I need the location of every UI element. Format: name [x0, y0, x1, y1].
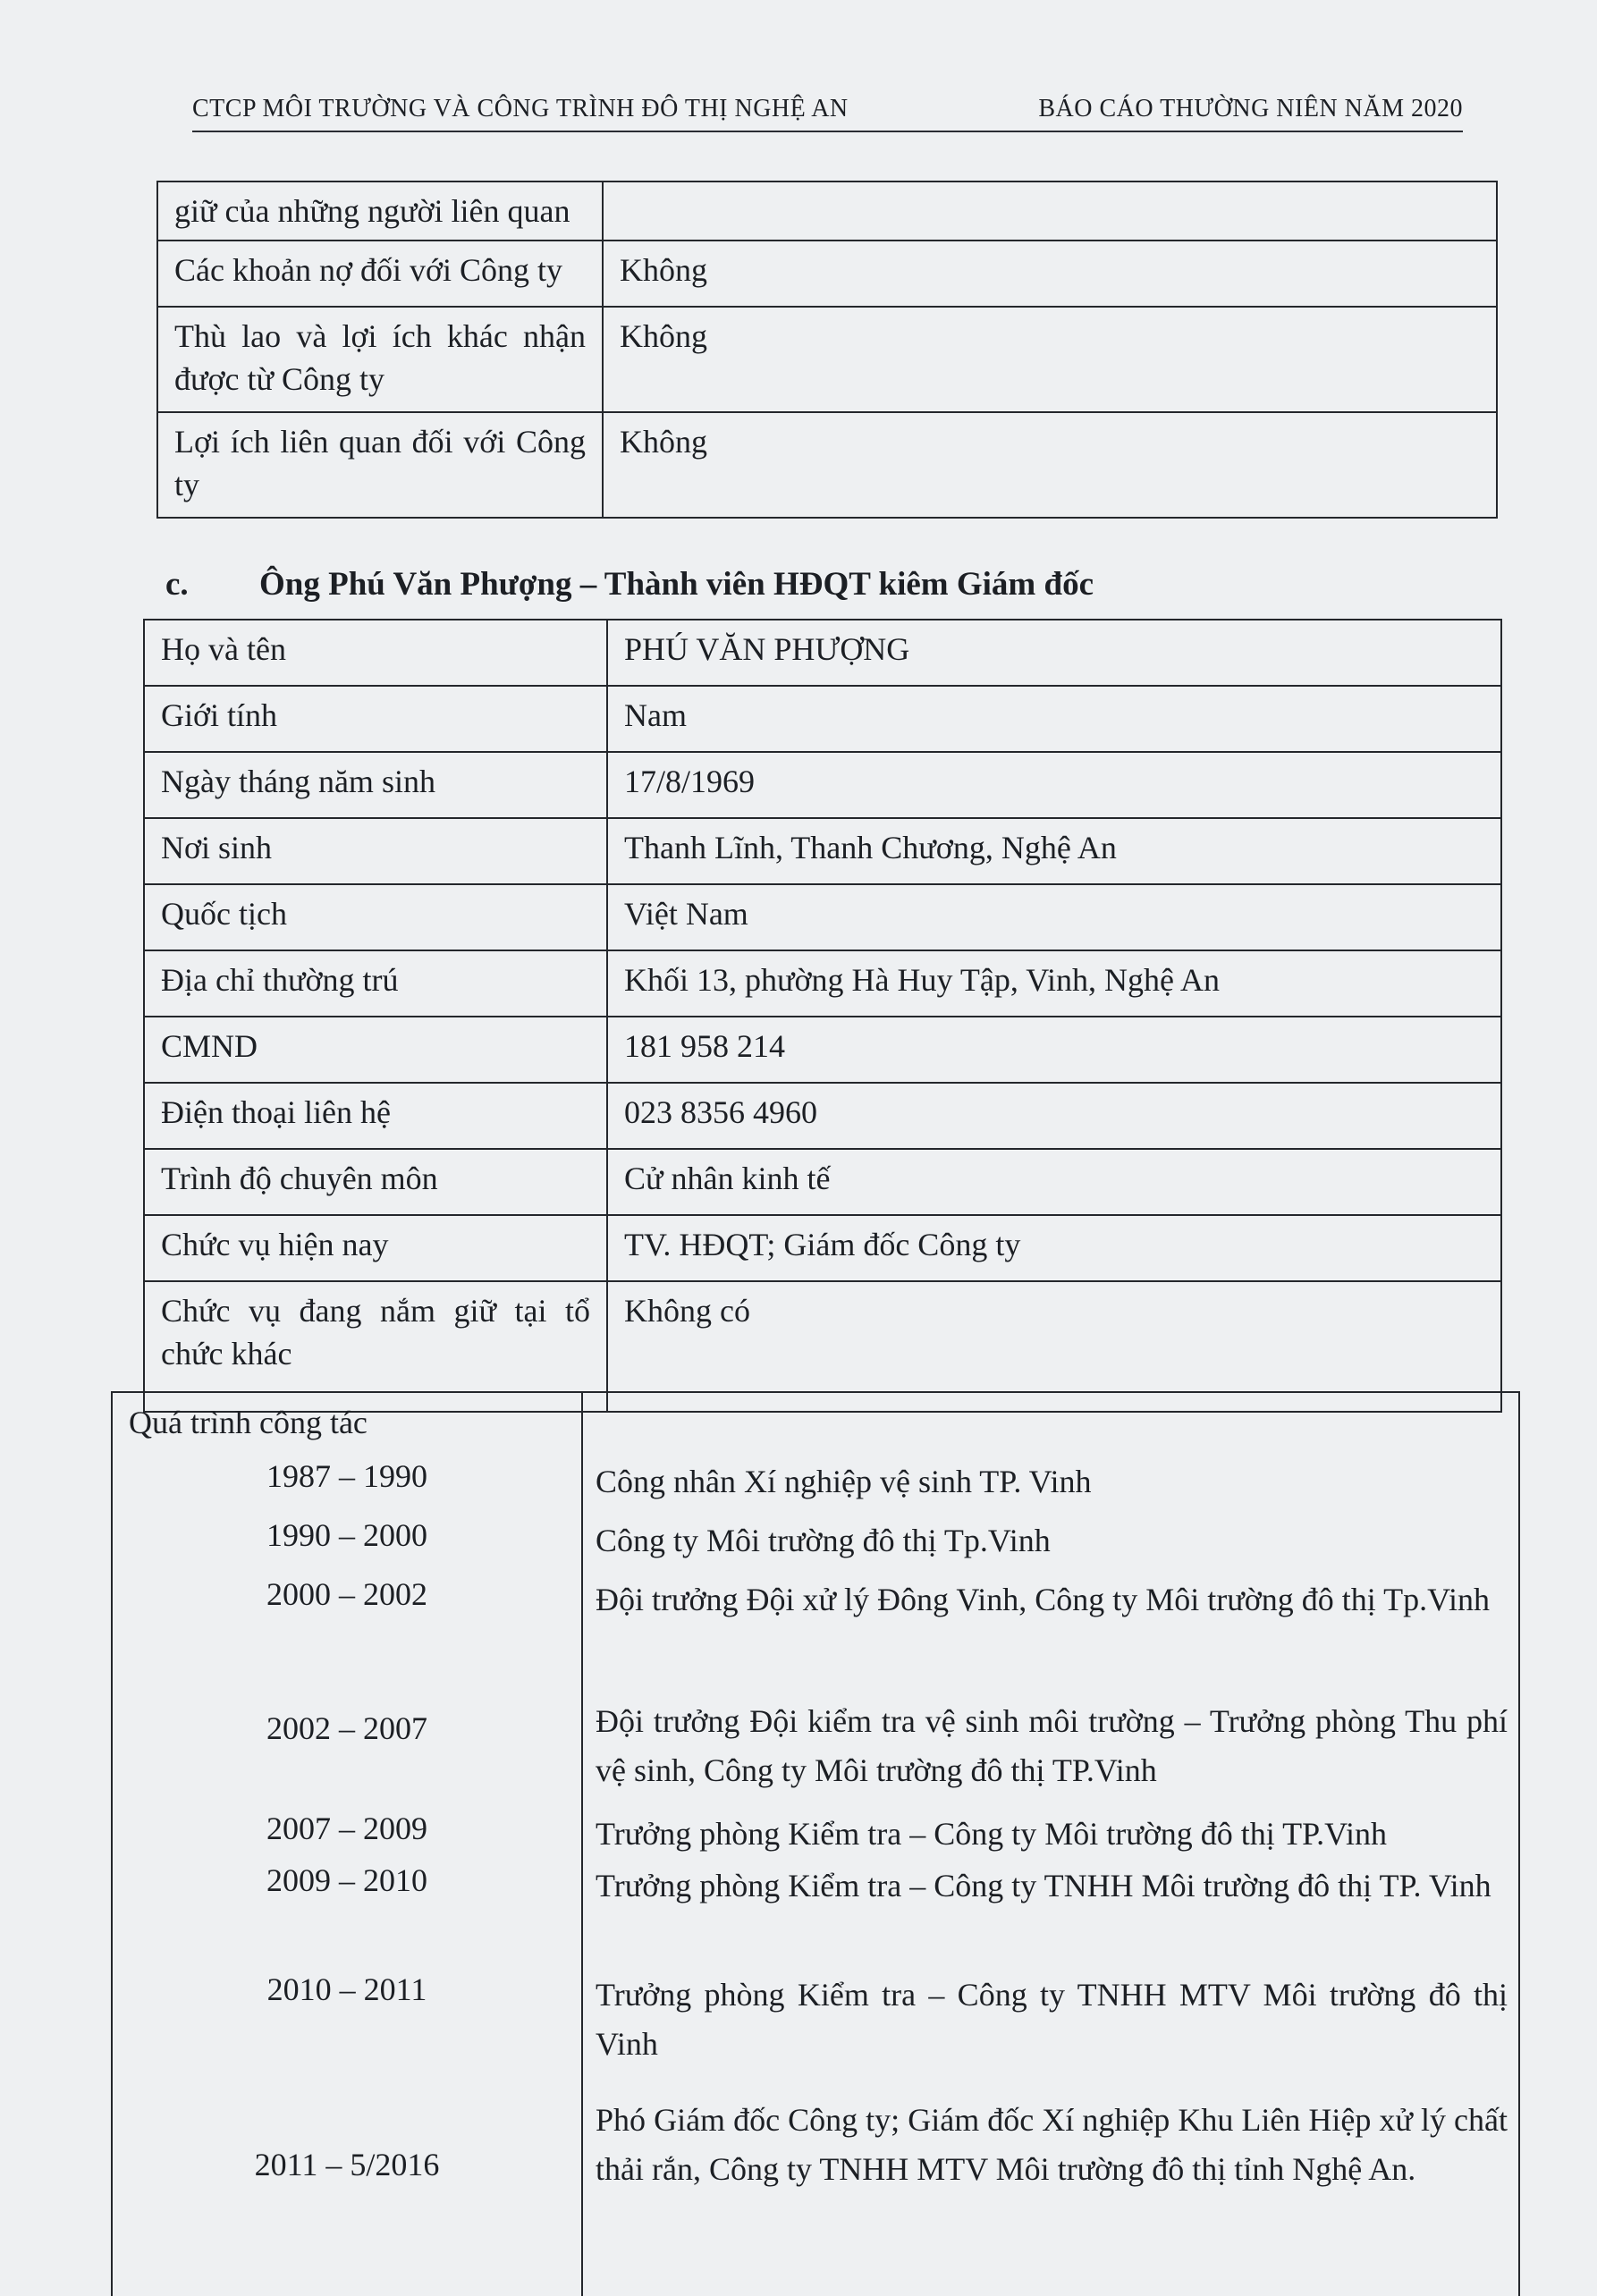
career-years: 1987 – 1990 — [266, 1458, 427, 1494]
row-value: PHÚ VĂN PHƯỢNG — [607, 620, 1501, 686]
career-years: 2009 – 2010 — [266, 1862, 427, 1898]
row-value: 181 958 214 — [607, 1017, 1501, 1083]
related-interests-table — [156, 181, 1498, 519]
table-row — [144, 1017, 1501, 1083]
table-row — [144, 818, 1501, 884]
career-desc: Đội trưởng Đội xử lý Đông Vinh, Công ty Môi trường đô thị Tp.Vinh — [596, 1582, 1490, 1617]
section-label: c. — [165, 566, 189, 603]
career-desc: Trưởng phòng Kiểm tra – Công ty Môi trường đô thị TP.Vinh — [596, 1816, 1387, 1852]
row-label: Nơi sinh — [144, 818, 607, 884]
row-label: Chức vụ đang nắm giữ tại tổ chức khác — [144, 1281, 607, 1412]
table-row — [144, 620, 1501, 686]
row-value: Không có — [607, 1281, 1501, 1412]
row-label: Trình độ chuyên môn — [144, 1149, 607, 1215]
table-row — [144, 1215, 1501, 1281]
report-title: BÁO CÁO THƯỜNG NIÊN NĂM 2020 — [1038, 95, 1463, 122]
career-desc: Công nhân Xí nghiệp vệ sinh TP. Vinh — [596, 1464, 1092, 1499]
company-name: CTCP MÔI TRƯỜNG VÀ CÔNG TRÌNH ĐÔ THỊ NGHỆ AN — [192, 95, 849, 122]
row-value: Thanh Lĩnh, Thanh Chương, Nghệ An — [607, 818, 1501, 884]
section-title: Ông Phú Văn Phượng – Thành viên HĐQT kiêm Giám đốc — [259, 566, 1094, 603]
row-value: 17/8/1969 — [607, 752, 1501, 818]
table-row — [157, 181, 1497, 241]
career-desc: Đội trưởng Đội kiểm tra vệ sinh môi trường – Trưởng phòng Thu phí vệ sinh, Công ty Môi trường đô thị TP.Vinh — [596, 1703, 1508, 1788]
section-heading — [165, 565, 1094, 604]
profile-table — [143, 619, 1502, 1413]
table-row — [157, 241, 1497, 307]
row-label: CMND — [144, 1017, 607, 1083]
row-value: Không — [603, 412, 1497, 518]
row-value: Cử nhân kinh tế — [607, 1149, 1501, 1215]
career-years: 2010 – 2011 — [266, 1971, 427, 2007]
row-label: Họ và tên — [144, 620, 607, 686]
career-desc: Phó Giám đốc Công ty; Giám đốc Xí nghiệp Khu Liên Hiệp xử lý chất thải rắn, Công ty TNHH MTV Môi trường đô thị tỉnh Nghệ An. — [596, 2102, 1508, 2187]
table-row — [157, 412, 1497, 518]
row-value: Khối 13, phường Hà Huy Tập, Vinh, Nghệ An — [607, 950, 1501, 1017]
row-value: 023 8356 4960 — [607, 1083, 1501, 1149]
row-label: giữ của những người liên quan — [157, 181, 603, 241]
career-years: 2000 – 2002 — [266, 1576, 427, 1612]
table-row — [144, 1149, 1501, 1215]
career-title: Quá trình công tác — [129, 1405, 368, 1440]
row-label: Điện thoại liên hệ — [144, 1083, 607, 1149]
career-years: 2002 – 2007 — [266, 1710, 427, 1746]
career-years: 2011 – 5/2016 — [254, 2147, 440, 2182]
row-label: Chức vụ hiện nay — [144, 1215, 607, 1281]
column-divider — [581, 1393, 583, 2296]
career-years: 2007 – 2009 — [266, 1811, 427, 1846]
table-row — [144, 1083, 1501, 1149]
career-desc: Công ty Môi trường đô thị Tp.Vinh — [596, 1523, 1051, 1558]
row-value — [603, 181, 1497, 241]
career-years: 1990 – 2000 — [266, 1517, 427, 1553]
row-value: Không — [603, 241, 1497, 307]
row-label: Các khoản nợ đối với Công ty — [157, 241, 603, 307]
row-value: Nam — [607, 686, 1501, 752]
row-label: Quốc tịch — [144, 884, 607, 950]
career-desc: Trưởng phòng Kiểm tra – Công ty TNHH Môi trường đô thị TP. Vinh — [596, 1868, 1491, 1903]
table-row — [144, 884, 1501, 950]
table-row — [144, 752, 1501, 818]
table-row — [144, 950, 1501, 1017]
table-row — [157, 307, 1497, 412]
career-desc: Trưởng phòng Kiểm tra – Công ty TNHH MTV Môi trường đô thị Vinh — [596, 1977, 1508, 2062]
row-label: Giới tính — [144, 686, 607, 752]
row-value: TV. HĐQT; Giám đốc Công ty — [607, 1215, 1501, 1281]
table-row — [144, 686, 1501, 752]
row-label: Ngày tháng năm sinh — [144, 752, 607, 818]
row-label: Thù lao và lợi ích khác nhận được từ Công ty — [157, 307, 603, 412]
row-value: Không — [603, 307, 1497, 412]
row-label: Địa chỉ thường trú — [144, 950, 607, 1017]
row-value: Việt Nam — [607, 884, 1501, 950]
page-header — [192, 68, 1463, 132]
career-history — [111, 1391, 1520, 2296]
row-label: Lợi ích liên quan đối với Công ty — [157, 412, 603, 518]
